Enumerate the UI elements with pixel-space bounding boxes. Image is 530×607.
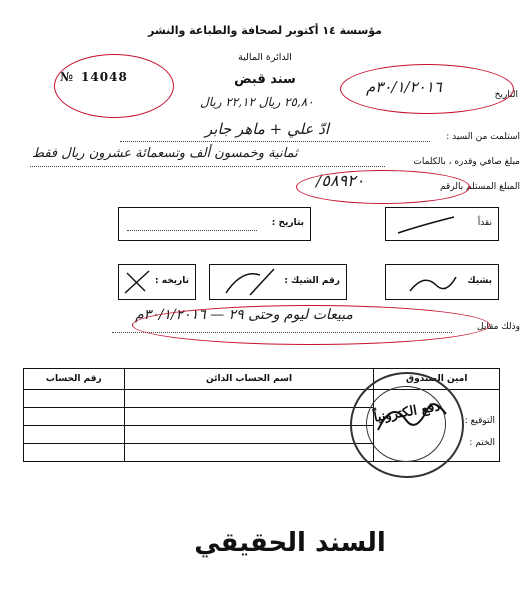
cheque-date-label: تاريخه :	[155, 276, 189, 286]
amount-figures-value: ٥٨٩٢٠/	[316, 171, 365, 190]
received-from-label: استلمت من السيد :	[446, 132, 520, 142]
cheque-date-cross-mark	[121, 267, 153, 297]
date-of-line	[127, 230, 257, 231]
cheque-cross-mark	[406, 267, 461, 297]
caption-title: السند الحقيقي	[194, 528, 386, 558]
organization-name: مؤسسة ١٤ أكتوبر لصحافة والطباعة والنشر	[148, 24, 382, 37]
amount-words-line	[30, 166, 385, 167]
received-from-line	[120, 141, 430, 142]
date-of-box	[118, 207, 311, 241]
amount-figures-label: المبلغ المستلم بالرقم	[439, 182, 520, 192]
cheque-number-label: رقم الشيك :	[284, 276, 340, 286]
purpose-value: مبيعات ليوم وحتى ٢٩ — ٣٠/١/٢٠١٦م	[135, 307, 353, 323]
table-cell	[24, 426, 125, 444]
serial-value: 14048	[81, 70, 128, 84]
seal-label: الختم :	[469, 438, 495, 448]
table-cell	[124, 390, 374, 408]
received-from-value: ادّ علي + ماهر جابر	[205, 120, 329, 138]
table-cell	[124, 444, 374, 462]
purpose-highlight-ellipse	[132, 305, 490, 345]
cashier-signature	[372, 390, 452, 450]
table-header-cashier: امين الصندوق	[374, 369, 500, 390]
date-highlight-ellipse	[340, 64, 514, 114]
cheque-number-cross-mark	[220, 265, 280, 299]
cash-line-mark	[392, 211, 462, 237]
table-header-account-number: رقم الحساب	[24, 369, 125, 390]
purpose-label: وذلك مقابل	[477, 322, 520, 332]
stamp-text: دفع الكترونياً	[372, 399, 442, 426]
date-value: ٣٠/١/٢٠١٦م	[366, 78, 442, 96]
cheque-number-box	[209, 264, 347, 300]
table-cell	[24, 444, 125, 462]
serial-symbol: №	[60, 70, 74, 84]
cheque-date-box	[118, 264, 196, 300]
amount-words-label: مبلغ صافي وقدره ، بالكلمات	[413, 157, 520, 167]
document-title: سند قبض	[234, 72, 296, 87]
serial-highlight-ellipse	[54, 54, 174, 118]
table-cell	[124, 426, 374, 444]
cash-box	[385, 207, 499, 241]
table-header-account-name: اسم الحساب الدائن	[124, 369, 374, 390]
cheque-label: بشيك	[467, 276, 492, 286]
cheque-box	[385, 264, 499, 300]
date-label: التاريخ	[494, 90, 518, 100]
signature-label: التوقيع :	[464, 416, 495, 426]
table-cell	[24, 390, 125, 408]
amount-highlight-ellipse	[296, 170, 470, 204]
table-cell	[24, 408, 125, 426]
date-of-label: بتاريخ :	[271, 218, 304, 228]
cash-label: نقداً	[477, 218, 492, 228]
amount-handwritten-note: ٢٥,٨٠ ريال ٢٢,١٢ ريال	[200, 95, 314, 109]
table-cell	[124, 408, 374, 426]
department-name: الدائرة المالية	[238, 52, 292, 63]
amount-words-value: ثمانية وخمسون ألف وتسعمائة عشرون ريال فقط	[32, 146, 298, 161]
